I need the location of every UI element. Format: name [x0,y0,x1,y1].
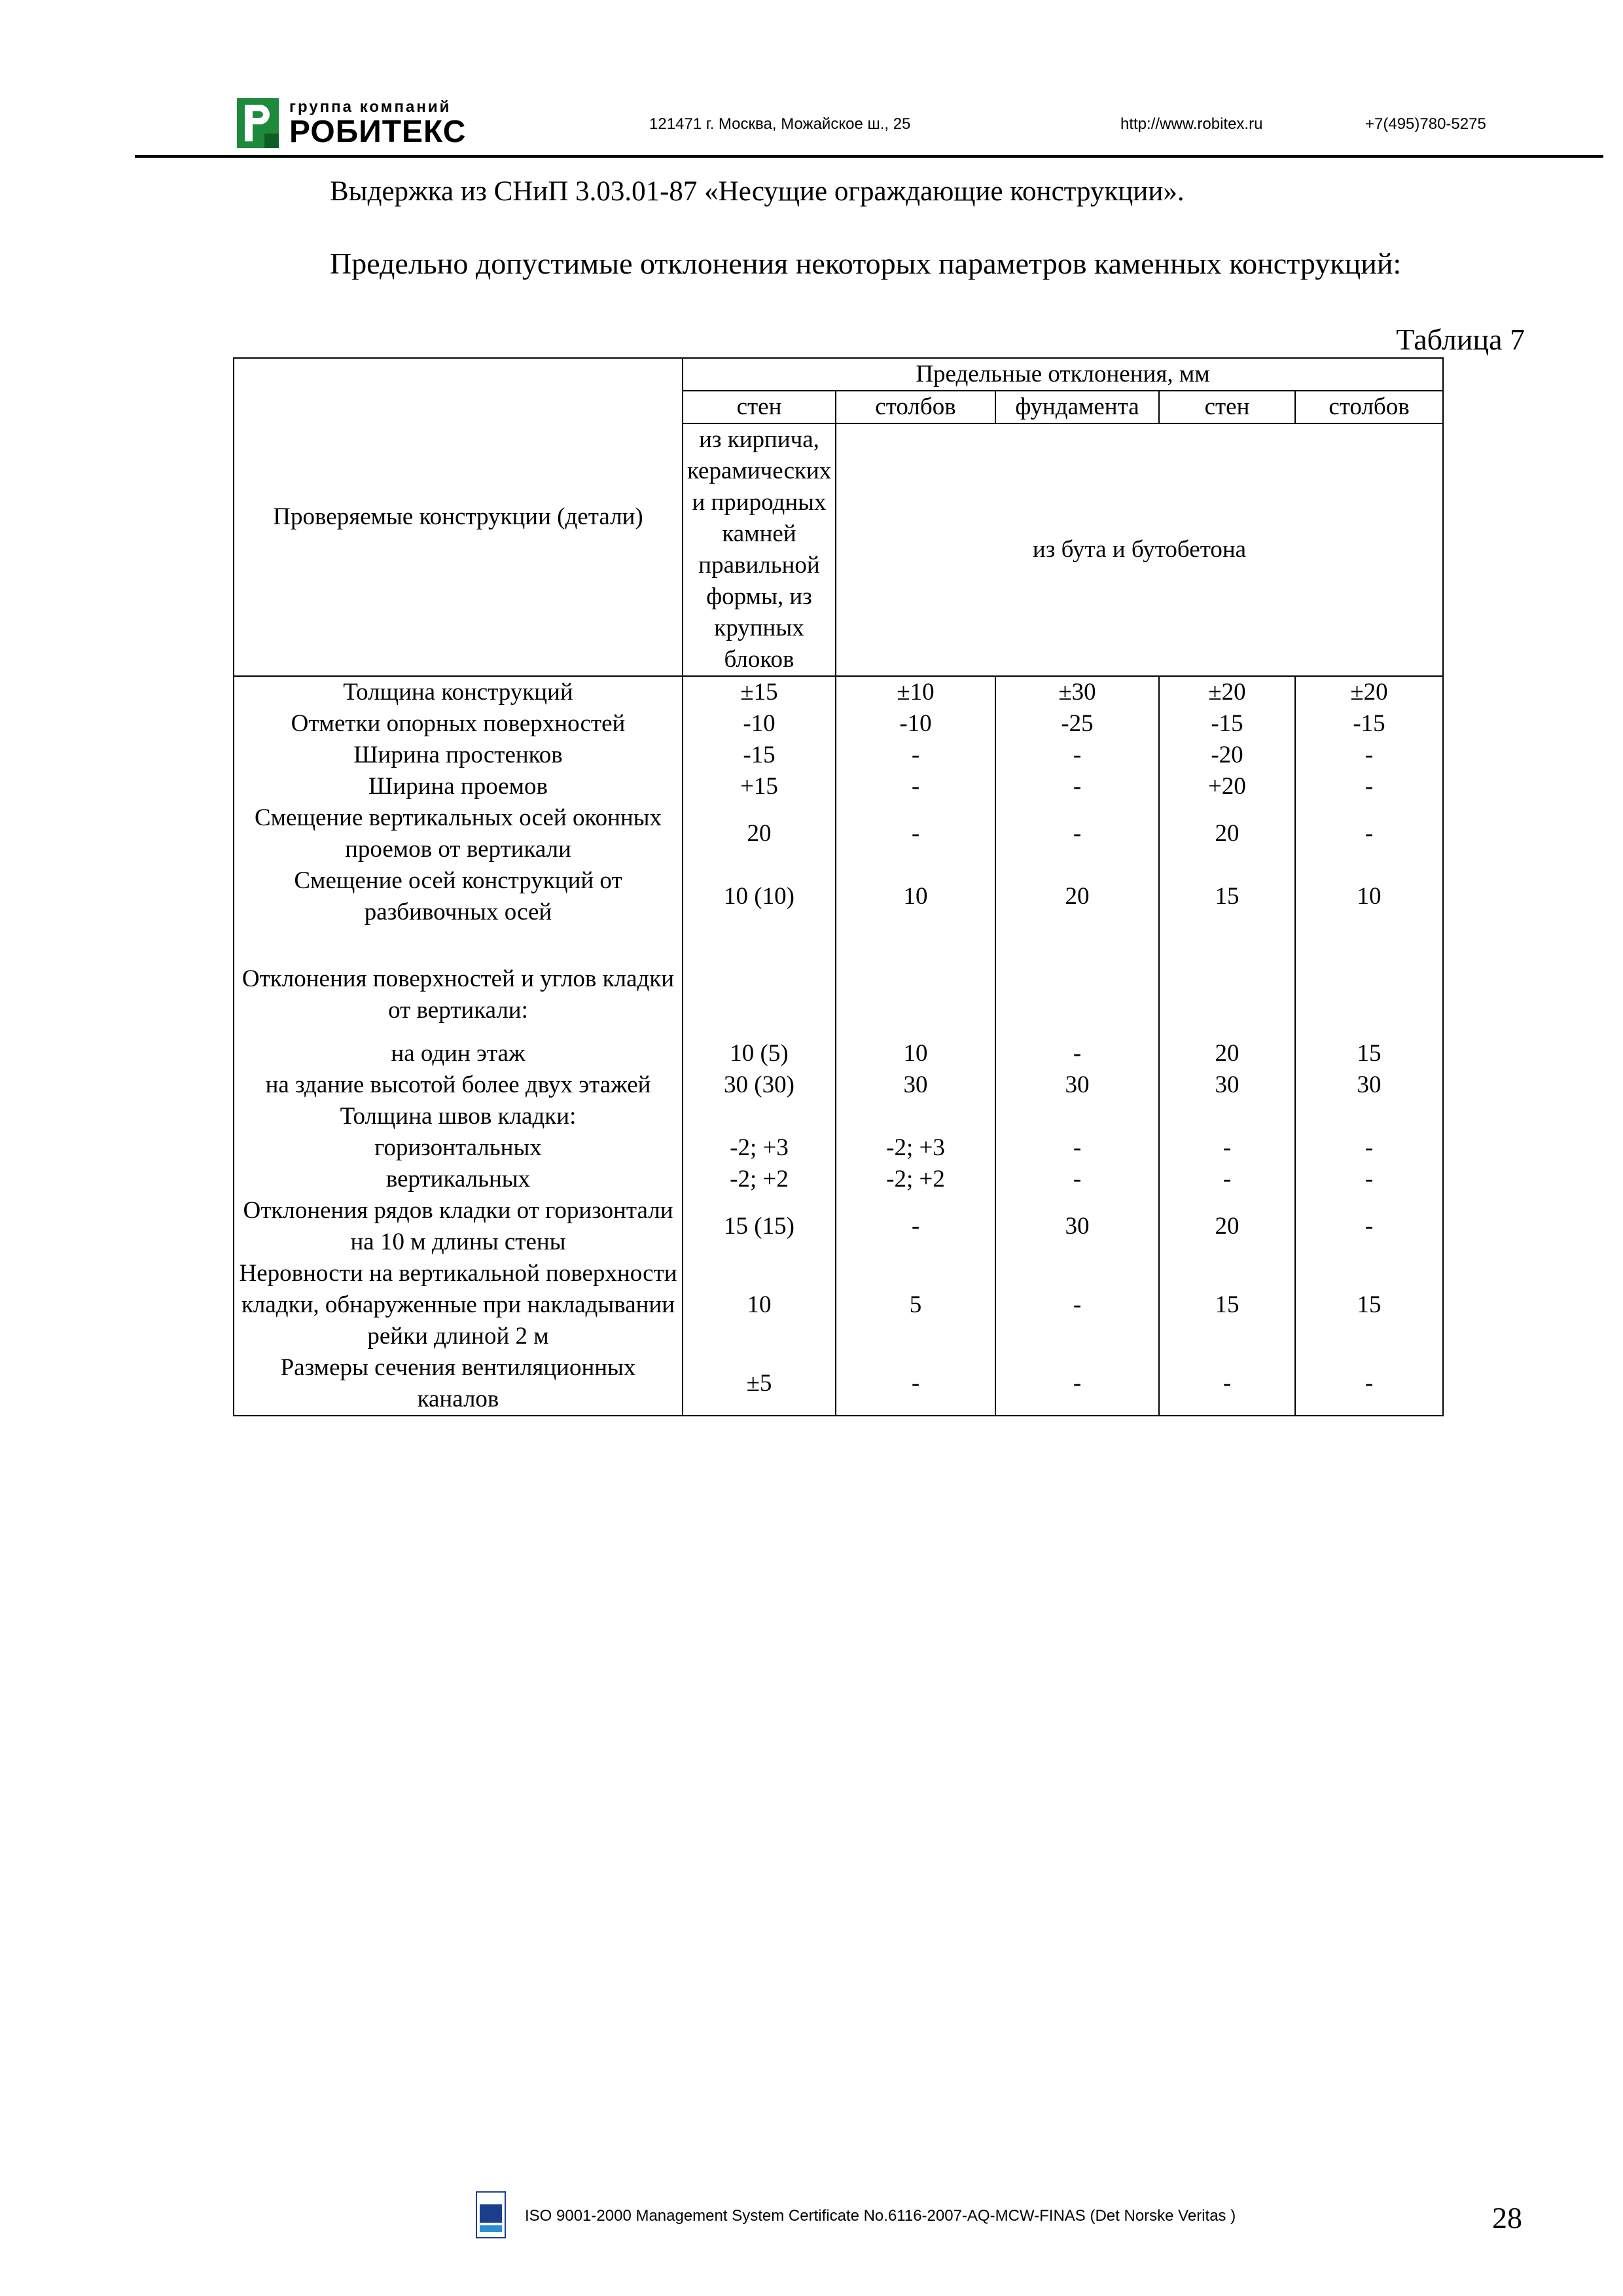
table-row [234,802,1443,865]
cell: -15 [683,740,836,771]
row-label: Ширина проемов [234,771,683,802]
cell: ±20 [1159,676,1295,708]
cell: - [1295,802,1443,865]
deviation-table [233,357,1444,1416]
cell: -15 [1295,708,1443,740]
cell: 30 [1159,1069,1295,1101]
certificate-text: ISO 9001-2000 Management System Certificate No.6116-2007-AQ-MCW-FINAS (Det Norske Veritas ) [525,2207,1236,2225]
cell: - [1159,1164,1295,1195]
cell: 10 [836,865,995,928]
row-label: Смещение вертикальных осей оконных проемов от вертикали [234,802,683,865]
row-label: на один этаж [234,1038,683,1069]
col-header-4: стен [1159,391,1295,423]
document-title: Выдержка из СНиП 3.03.01-87 «Несущие ограждающие конструкции». [330,176,1185,207]
company-website: http://www.robitex.ru [1120,115,1263,133]
cell: ±20 [1295,676,1443,708]
table-row [234,1195,1443,1258]
logo-tagline: группа компаний [289,98,452,116]
cell: - [995,771,1159,802]
table-row [234,865,1443,928]
row-label: Ширина простенков [234,740,683,771]
cell: -2; +2 [836,1164,995,1195]
cell: 20 [1159,1038,1295,1069]
cell: -20 [1159,740,1295,771]
cell: 10 (5) [683,1038,836,1069]
row-label: Неровности на вертикальной поверхности кладки, обнаруженные при накладывании рейки длиной 2 м [234,1258,683,1352]
cell: 20 [1159,1195,1295,1258]
table-row [234,1164,1443,1195]
table-row [234,928,1443,1038]
table-row [234,676,1443,708]
cell: 10 [836,1038,995,1069]
cell: 20 [995,865,1159,928]
company-phone: +7(495)780-5275 [1365,115,1486,133]
cell: ±10 [836,676,995,708]
cell: - [1159,1132,1295,1164]
header-rule [135,155,1603,158]
table-row [234,1132,1443,1164]
company-logo [237,98,473,149]
cell: - [1295,1195,1443,1258]
cell: 15 (15) [683,1195,836,1258]
cell: -2; +3 [683,1132,836,1164]
logo-r-icon [237,98,279,148]
cell: 30 [995,1069,1159,1101]
material-stone: из бута и бутобетона [836,423,1443,676]
table-row [234,1352,1443,1416]
row-label: Отклонения поверхностей и углов кладки от вертикали: [234,928,683,1038]
page-number: 28 [1492,2201,1522,2234]
col-header-2: столбов [836,391,995,423]
cell: - [1295,740,1443,771]
row-label: Смещение осей конструкций от разбивочных осей [234,865,683,928]
cell: 5 [836,1258,995,1352]
cell: - [836,740,995,771]
cell: 15 [1159,865,1295,928]
cell: - [1295,771,1443,802]
company-address: 121471 г. Москва, Можайское ш., 25 [649,115,911,133]
cell: - [995,1132,1159,1164]
cell: 30 [836,1069,995,1101]
cell: -25 [995,708,1159,740]
cell: - [836,1195,995,1258]
cell: ±15 [683,676,836,708]
cell: 15 [1295,1258,1443,1352]
cell: - [836,802,995,865]
table-caption: Таблица 7 [1396,323,1525,356]
row-label: Отклонения рядов кладки от горизонтали на 10 м длины стены [234,1195,683,1258]
cell: - [836,771,995,802]
cell: -10 [836,708,995,740]
cell: 30 [995,1195,1159,1258]
cell: 15 [1295,1038,1443,1069]
row-header: Проверяемые конструкции (детали) [234,358,683,676]
cell: 20 [1159,802,1295,865]
cell: 10 (10) [683,865,836,928]
table-row [234,1038,1443,1069]
logo-name: РОБИТЕКС [289,115,467,149]
row-label: Отметки опорных поверхностей [234,708,683,740]
cell: -10 [683,708,836,740]
table-row [234,708,1443,740]
table-row [234,1258,1443,1352]
row-label: Толщина швов кладки: [234,1101,683,1132]
cell: 10 [1295,865,1443,928]
document-subtitle: Предельно допустимые отклонения некоторых параметров каменных конструкций: [330,247,1402,280]
cell: -15 [1159,708,1295,740]
cell: 30 [1295,1069,1443,1101]
cell: - [1295,1132,1443,1164]
cell: - [995,1038,1159,1069]
cell: 15 [1159,1258,1295,1352]
cell: - [1159,1352,1295,1416]
cell: - [995,1352,1159,1416]
cell: - [995,1164,1159,1195]
row-label: горизонтальных [234,1132,683,1164]
col-header-5: столбов [1295,391,1443,423]
row-label: Размеры сечения вентиляционных каналов [234,1352,683,1416]
cell: -2; +2 [683,1164,836,1195]
cell: 20 [683,802,836,865]
cell: 10 [683,1258,836,1352]
group-header: Предельные отклонения, мм [683,358,1443,391]
cell: 30 (30) [683,1069,836,1101]
table-row [234,1069,1443,1101]
row-label: Толщина конструкций [234,676,683,708]
table-row [234,1101,1443,1132]
cell: +20 [1159,771,1295,802]
cell: - [1295,1164,1443,1195]
cell: -2; +3 [836,1132,995,1164]
cell: - [836,1352,995,1416]
material-brick: из кирпича, керамических и природных камней правильной формы, из крупных блоков [683,423,836,676]
row-label: на здание высотой более двух этажей [234,1069,683,1101]
cell: - [1295,1352,1443,1416]
cell: - [995,1258,1159,1352]
col-header-1: стен [683,391,836,423]
cell: +15 [683,771,836,802]
row-label: вертикальных [234,1164,683,1195]
cell: ±5 [683,1352,836,1416]
cell: - [995,802,1159,865]
cell: - [995,740,1159,771]
col-header-3: фундамента [995,391,1159,423]
cell: ±30 [995,676,1159,708]
certification-icon [476,2191,506,2238]
table-row [234,771,1443,802]
table-row [234,740,1443,771]
